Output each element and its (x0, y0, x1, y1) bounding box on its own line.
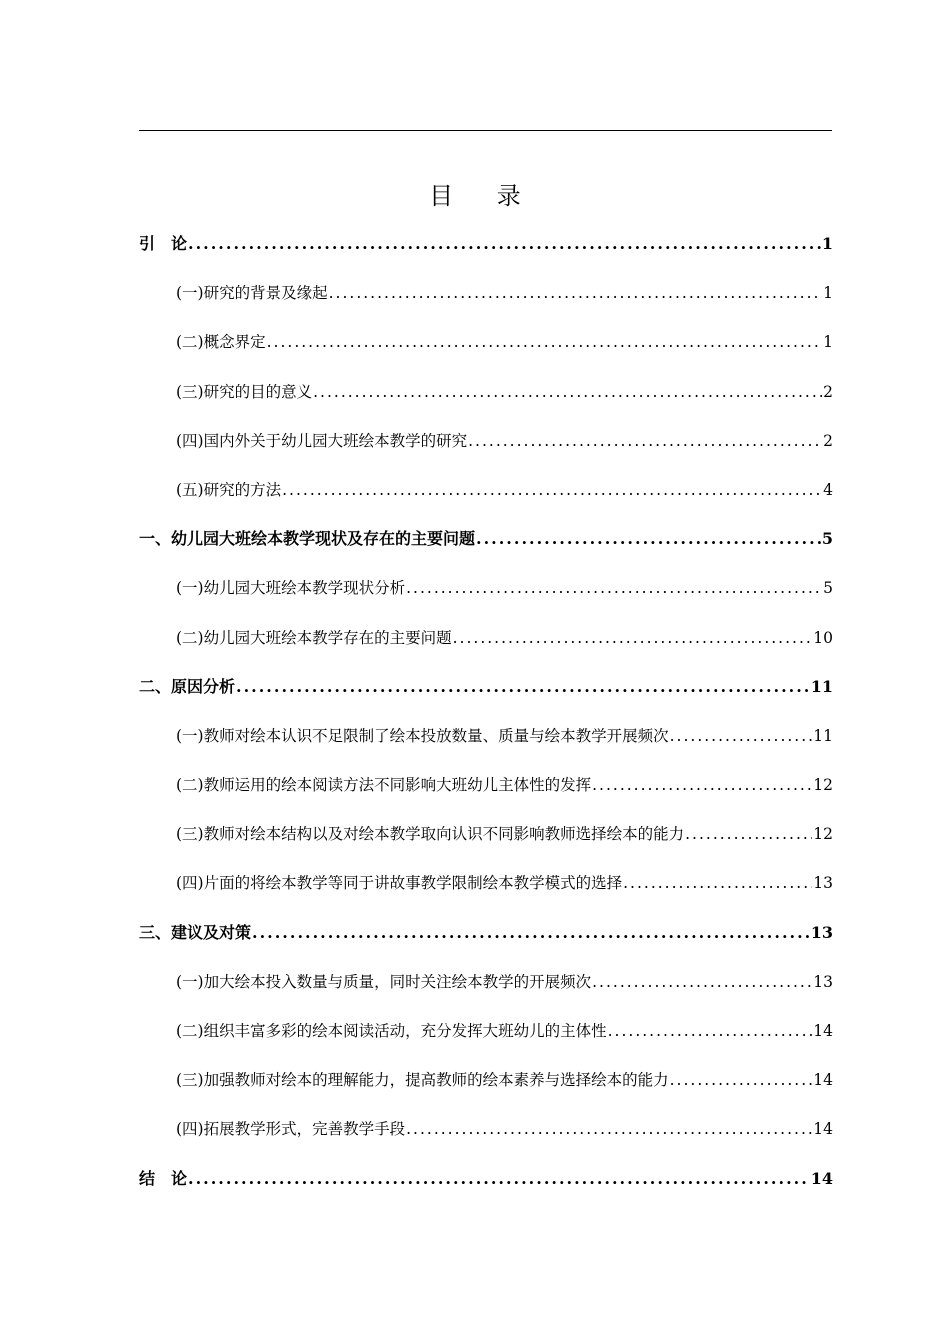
toc-leader-dots (592, 964, 812, 1000)
toc-leader-dots (406, 1111, 812, 1147)
toc-leader-dots (188, 226, 821, 262)
toc-page-number: 2 (823, 431, 833, 450)
toc-entry-text: 一、幼儿园大班绘本教学现状及存在的主要问题 (139, 529, 476, 549)
toc-page-number: 1 (821, 234, 833, 253)
toc-page-number: 14 (810, 1168, 833, 1188)
toc-section-entry[interactable] (139, 620, 833, 669)
toc-entry-text: (二)幼儿园大班绘本教学存在的主要问题 (176, 628, 452, 647)
toc-page-number: 12 (813, 776, 833, 795)
toc-page-number: 1 (823, 333, 833, 352)
toc-section-entry[interactable] (139, 1062, 833, 1111)
toc-entry-text: (一)加大绘本投入数量与质量，同时关注绘本教学的开展频次 (176, 972, 592, 991)
toc-entry-text: (五)研究的方法 (176, 480, 282, 499)
toc-section-entry[interactable] (139, 718, 833, 767)
toc-page-number: 13 (813, 874, 833, 893)
toc-leader-dots (623, 865, 812, 901)
toc-entry-text: (三)加强教师对绘本的理解能力，提高教师的绘本素养与选择绘本的能力 (176, 1071, 669, 1090)
toc-page-number: 13 (813, 972, 833, 991)
toc-section-entry[interactable] (139, 275, 833, 324)
toc-leader-dots (267, 324, 823, 360)
toc-section-entry[interactable] (139, 324, 833, 373)
toc-entry-text: (一)幼儿园大班绘本教学现状分析 (176, 579, 406, 598)
toc-leader-dots (685, 816, 812, 852)
toc-leader-dots (453, 620, 813, 656)
toc-entry-text: (二)组织丰富多彩的绘本阅读活动，充分发挥大班幼儿的主体性 (176, 1022, 607, 1040)
toc-list (139, 226, 833, 1210)
toc-section-entry[interactable] (139, 1013, 833, 1062)
toc-entry-text: (三)教师对绘本结构以及对绘本教学取向认识不同影响教师选择绘本的能力 (176, 825, 685, 844)
toc-leader-dots (592, 767, 812, 803)
toc-page-number: 14 (813, 1120, 833, 1139)
toc-leader-dots (313, 374, 822, 410)
toc-page-number: 5 (823, 579, 833, 598)
toc-section-entry[interactable] (139, 374, 833, 423)
toc-leader-dots (188, 1161, 810, 1197)
toc-section-entry[interactable] (139, 570, 833, 619)
toc-page-number: 11 (810, 676, 833, 696)
toc-page-number: 2 (823, 382, 833, 401)
toc-page-number: 10 (813, 628, 833, 647)
toc-chapter-entry[interactable] (139, 915, 833, 964)
toc-leader-dots (468, 423, 822, 459)
header-rule (139, 130, 832, 131)
toc-section-entry[interactable] (139, 964, 833, 1013)
toc-page-number: 14 (813, 1022, 833, 1040)
toc-section-entry[interactable] (139, 1111, 833, 1160)
toc-chapter-entry[interactable] (139, 669, 833, 718)
toc-page-number: 1 (823, 284, 833, 303)
toc-leader-dots (476, 521, 821, 557)
toc-entry-text: (三)研究的目的意义 (176, 382, 313, 401)
toc-entry-text: 引 论 (139, 234, 188, 253)
toc-leader-dots (670, 1062, 813, 1098)
toc-leader-dots (236, 669, 810, 705)
toc-leader-dots (406, 570, 822, 606)
toc-entry-text: 二、原因分析 (139, 676, 236, 696)
toc-entry-text: (四)片面的将绘本教学等同于讲故事教学限制绘本教学模式的选择 (176, 874, 623, 893)
toc-section-entry[interactable] (139, 767, 833, 816)
toc-page-number: 5 (821, 529, 833, 549)
toc-entry-text: (四)拓展教学形式，完善教学手段 (176, 1120, 406, 1139)
toc-section-entry[interactable] (139, 423, 833, 472)
toc-entry-text: 结 论 (139, 1168, 188, 1188)
toc-section-entry[interactable] (139, 865, 833, 914)
toc-entry-text: (一)研究的背景及缘起 (176, 284, 328, 303)
toc-title: 目 录 (429, 182, 539, 210)
toc-page-number: 14 (813, 1071, 833, 1090)
toc-leader-dots (329, 275, 823, 311)
toc-leader-dots (608, 1013, 813, 1049)
toc-leader-dots (670, 718, 813, 754)
toc-chapter-entry[interactable] (139, 226, 833, 275)
toc-page-number: 11 (813, 726, 833, 745)
toc-leader-dots (252, 915, 810, 951)
toc-entry-text: (二)教师运用的绘本阅读方法不同影响大班幼儿主体性的发挥 (176, 776, 592, 795)
toc-chapter-entry[interactable] (139, 1161, 833, 1210)
toc-page-number: 13 (810, 922, 833, 942)
toc-page-number: 4 (823, 480, 833, 499)
toc-entry-text: (一)教师对绘本认识不足限制了绘本投放数量、质量与绘本教学开展频次 (176, 726, 669, 745)
toc-section-entry[interactable] (139, 816, 833, 865)
toc-leader-dots (282, 472, 822, 508)
toc-entry-text: (四)国内外关于幼儿园大班绘本教学的研究 (176, 431, 468, 450)
toc-page-number: 12 (813, 825, 833, 844)
toc-section-entry[interactable] (139, 472, 833, 521)
toc-entry-text: (二)概念界定 (176, 333, 266, 352)
toc-chapter-entry[interactable] (139, 521, 833, 570)
toc-entry-text: 三、建议及对策 (139, 922, 252, 942)
